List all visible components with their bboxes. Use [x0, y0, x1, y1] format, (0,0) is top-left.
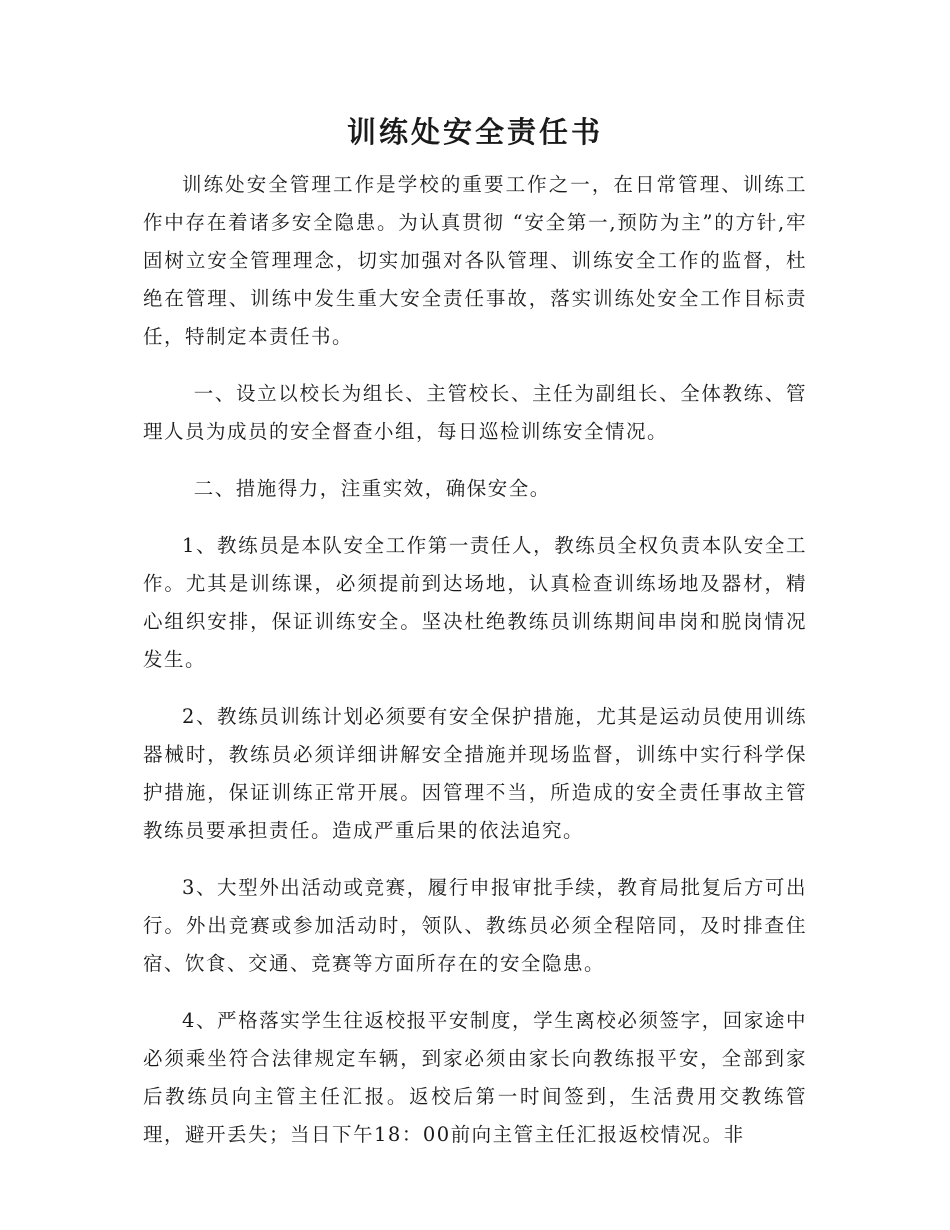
- item-4-paragraph: 4、严格落实学生往返校报平安制度，学生离校必须签字，回家途中必须乘坐符合法律规定车辆，到家必须由家长向教练报平安，全部到家后教练员向主管主任汇报。返校后第一时间签到，生活费用交教练管理，避开丢失；当日下午18：00前向主管主任汇报返校情况。非: [143, 1009, 807, 1146]
- intro-paragraph: 训练处安全管理工作是学校的重要工作之一，在日常管理、训练工作中存在着诸多安全隐患。为认真贯彻 “安全第一,预防为主”的方针,牢固树立安全管理理念，切实加强对各队管理、训练安全工作的监督，杜绝在管理、训练中发生重大安全责任事故，落实训练处安全工作目标责任，特制定本责任书。: [143, 173, 807, 348]
- item-1-paragraph: 1、教练员是本队安全工作第一责任人，教练员全权负责本队安全工作。尤其是训练课，必须提前到达场地，认真检查训练场地及器材，精心组织安排，保证训练安全。坚决杜绝教练员训练期间串岗和脱岗情况发生。: [143, 534, 807, 671]
- document-title: 训练处安全责任书: [346, 115, 603, 149]
- item-2-paragraph: 2、教练员训练计划必须要有安全保护措施，尤其是运动员使用训练器械时，教练员必须详细讲解安全措施并现场监督，训练中实行科学保护措施，保证训练正常开展。因管理不当，所造成的安全责任事故主管教练员要承担责任。造成严重后果的依法追究。: [143, 705, 807, 842]
- section-two-heading: 二、措施得力，注重实效，确保安全。: [193, 477, 551, 500]
- section-one-paragraph: 一、设立以校长为组长、主管校长、主任为副组长、全体教练、管理人员为成员的安全督查小组，每日巡检训练安全情况。: [143, 382, 807, 443]
- item-3-paragraph: 3、大型外出活动或竞赛，履行申报审批手续，教育局批复后方可出行。外出竞赛或参加活动时，领队、教练员必须全程陪同，及时排查住宿、饮食、交通、竞赛等方面所存在的安全隐患。: [143, 876, 807, 975]
